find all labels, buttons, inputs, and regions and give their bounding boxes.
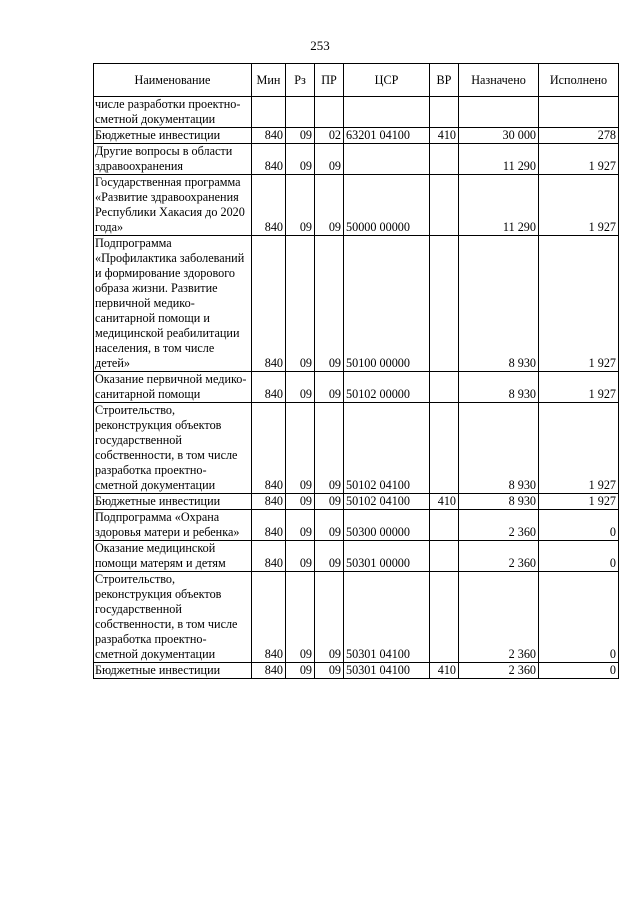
- cell-name: Бюджетные инвестиции: [94, 494, 252, 510]
- cell-pr: 09: [315, 175, 344, 236]
- cell-csr: 50301 04100: [344, 663, 430, 679]
- cell-csr: 50100 00000: [344, 236, 430, 372]
- cell-rz: 09: [286, 572, 315, 663]
- cell-name: Строительство, реконструкция объектов государственной собственности, в том числе разработка проектно-сметной документации: [94, 403, 252, 494]
- cell-vr: [430, 403, 459, 494]
- cell-min: 840: [252, 128, 286, 144]
- cell-executed: 0: [539, 572, 619, 663]
- cell-assigned: 8 930: [459, 494, 539, 510]
- table-row: [94, 97, 619, 128]
- header-vr: ВР: [430, 64, 459, 97]
- cell-executed: 1 927: [539, 144, 619, 175]
- cell-executed: 278: [539, 128, 619, 144]
- cell-pr: 02: [315, 128, 344, 144]
- cell-rz: 09: [286, 128, 315, 144]
- cell-rz: 09: [286, 663, 315, 679]
- cell-executed: 0: [539, 663, 619, 679]
- cell-rz: 09: [286, 494, 315, 510]
- cell-name: Строительство, реконструкция объектов государственной собственности, в том числе разработка проектно-сметной документации: [94, 572, 252, 663]
- cell-vr: [430, 175, 459, 236]
- table-body: [94, 97, 619, 679]
- table-row: [94, 541, 619, 572]
- cell-assigned: 2 360: [459, 572, 539, 663]
- cell-vr: [430, 510, 459, 541]
- cell-name: Другие вопросы в области здравоохранения: [94, 144, 252, 175]
- cell-csr: 50102 04100: [344, 494, 430, 510]
- cell-vr: 410: [430, 494, 459, 510]
- table-row: [94, 175, 619, 236]
- cell-csr: [344, 144, 430, 175]
- cell-rz: 09: [286, 175, 315, 236]
- budget-table: [93, 63, 619, 679]
- cell-name: числе разработки проектно-сметной документации: [94, 97, 252, 128]
- cell-pr: 09: [315, 144, 344, 175]
- header-executed: Исполнено: [539, 64, 619, 97]
- cell-min: 840: [252, 175, 286, 236]
- cell-name: Бюджетные инвестиции: [94, 128, 252, 144]
- cell-min: 840: [252, 541, 286, 572]
- cell-csr: 50000 00000: [344, 175, 430, 236]
- cell-name: Подпрограмма «Профилактика заболеваний и формирование здорового образа жизни. Развитие первичной медико-санитарной помощи и медицинской реабилитации населения, в том числе детей»: [94, 236, 252, 372]
- cell-pr: 09: [315, 236, 344, 372]
- cell-rz: [286, 97, 315, 128]
- cell-min: 840: [252, 572, 286, 663]
- cell-pr: 09: [315, 372, 344, 403]
- cell-assigned: 2 360: [459, 663, 539, 679]
- cell-assigned: 2 360: [459, 510, 539, 541]
- cell-pr: 09: [315, 403, 344, 494]
- cell-csr: 50102 00000: [344, 372, 430, 403]
- header-min: Мин: [252, 64, 286, 97]
- cell-pr: 09: [315, 494, 344, 510]
- cell-assigned: 11 290: [459, 175, 539, 236]
- header-pr: ПР: [315, 64, 344, 97]
- header-name: Наименование: [94, 64, 252, 97]
- cell-assigned: 11 290: [459, 144, 539, 175]
- cell-name: Государственная программа «Развитие здравоохранения Республики Хакасия до 2020 года»: [94, 175, 252, 236]
- cell-min: 840: [252, 372, 286, 403]
- table-row: [94, 372, 619, 403]
- cell-name: Бюджетные инвестиции: [94, 663, 252, 679]
- cell-pr: 09: [315, 663, 344, 679]
- cell-executed: 0: [539, 510, 619, 541]
- cell-name: Оказание медицинской помощи матерям и детям: [94, 541, 252, 572]
- cell-min: [252, 97, 286, 128]
- cell-min: 840: [252, 663, 286, 679]
- cell-executed: 1 927: [539, 175, 619, 236]
- table-row: [94, 663, 619, 679]
- cell-min: 840: [252, 510, 286, 541]
- cell-csr: [344, 97, 430, 128]
- header-csr: ЦСР: [344, 64, 430, 97]
- cell-assigned: 8 930: [459, 403, 539, 494]
- page-number: 253: [310, 38, 330, 53]
- cell-vr: [430, 372, 459, 403]
- cell-csr: 50300 00000: [344, 510, 430, 541]
- table-row: [94, 128, 619, 144]
- cell-pr: 09: [315, 572, 344, 663]
- table-row: [94, 403, 619, 494]
- cell-assigned: 30 000: [459, 128, 539, 144]
- cell-rz: 09: [286, 510, 315, 541]
- table-row: [94, 572, 619, 663]
- cell-pr: 09: [315, 510, 344, 541]
- cell-csr: 50102 04100: [344, 403, 430, 494]
- cell-vr: [430, 541, 459, 572]
- cell-rz: 09: [286, 372, 315, 403]
- cell-name: Подпрограмма «Охрана здоровья матери и ребенка»: [94, 510, 252, 541]
- table-row: [94, 144, 619, 175]
- cell-executed: [539, 97, 619, 128]
- cell-executed: 1 927: [539, 236, 619, 372]
- cell-min: 840: [252, 494, 286, 510]
- cell-pr: 09: [315, 541, 344, 572]
- cell-rz: 09: [286, 541, 315, 572]
- cell-assigned: [459, 97, 539, 128]
- cell-executed: 1 927: [539, 403, 619, 494]
- cell-vr: [430, 97, 459, 128]
- cell-vr: 410: [430, 128, 459, 144]
- table-row: [94, 494, 619, 510]
- cell-vr: [430, 236, 459, 372]
- cell-executed: 1 927: [539, 372, 619, 403]
- table-row: [94, 236, 619, 372]
- cell-vr: 410: [430, 663, 459, 679]
- cell-min: 840: [252, 236, 286, 372]
- cell-csr: 50301 00000: [344, 541, 430, 572]
- cell-pr: [315, 97, 344, 128]
- cell-executed: 1 927: [539, 494, 619, 510]
- cell-rz: 09: [286, 144, 315, 175]
- table-row: [94, 510, 619, 541]
- cell-executed: 0: [539, 541, 619, 572]
- cell-vr: [430, 572, 459, 663]
- cell-assigned: 2 360: [459, 541, 539, 572]
- cell-vr: [430, 144, 459, 175]
- cell-csr: 63201 04100: [344, 128, 430, 144]
- cell-name: Оказание первичной медико-санитарной помощи: [94, 372, 252, 403]
- cell-csr: 50301 04100: [344, 572, 430, 663]
- header-assigned: Назначено: [459, 64, 539, 97]
- cell-assigned: 8 930: [459, 236, 539, 372]
- cell-min: 840: [252, 403, 286, 494]
- cell-min: 840: [252, 144, 286, 175]
- cell-rz: 09: [286, 236, 315, 372]
- table-header-row: [94, 64, 619, 97]
- cell-assigned: 8 930: [459, 372, 539, 403]
- header-rz: Рз: [286, 64, 315, 97]
- cell-rz: 09: [286, 403, 315, 494]
